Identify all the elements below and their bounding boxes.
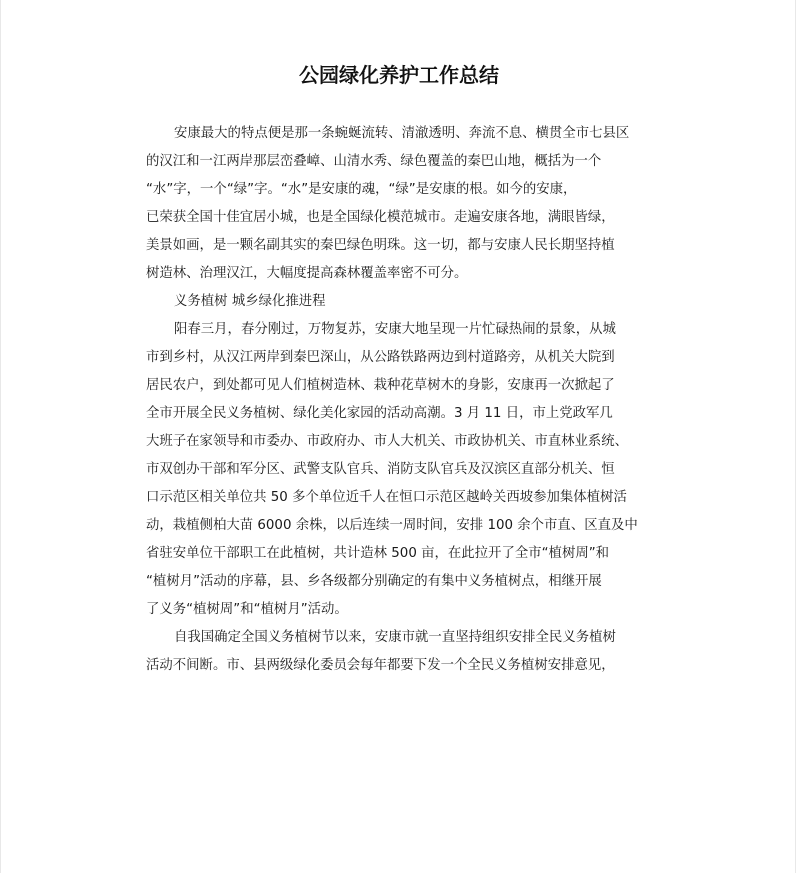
body-line: 全市开展全民义务植树、绿化美化家园的活动高潮。3 月 11 日，市上党政军几 xyxy=(146,406,613,421)
body-line: 动，栽植侧柏大苗 6000 余株，以后连续一周时间，安排 100 余个市直、区直及中 xyxy=(146,518,638,533)
body-line: 安康最大的特点便是那一条蜿蜒流转、清澈透明、奔流不息、横贯全市七县区 xyxy=(174,126,630,141)
body-line: 居民农户，到处都可见人们植树造林、栽种花草树木的身影，安康再一次掀起了 xyxy=(146,378,615,393)
body-line: 口示范区相关单位共 50 多个单位近千人在恒口示范区越岭关西坡参加集体植树活 xyxy=(146,490,627,505)
body-line: 大班子在家领导和市委办、市政府办、市人大机关、市政协机关、市直林业系统、 xyxy=(146,434,629,449)
body-line: 活动不间断。市、县两级绿化委员会每年都要下发一个全民义务植树安排意见， xyxy=(146,658,615,673)
body-line: “水”字，一个“绿”字。“水”是安康的魂，“绿”是安康的根。如今的安康， xyxy=(146,182,577,197)
body-line: 义务植树 城乡绿化推进程 xyxy=(174,294,326,309)
document-body xyxy=(146,120,676,680)
body-line: 的汉江和一江两岸那层峦叠嶂、山清水秀、绿色覆盖的秦巴山地，概括为一个 xyxy=(146,154,602,169)
body-line: 了义务“植树周”和“植树月”活动。 xyxy=(146,602,348,617)
body-line: 已荣获全国十佳宜居小城，也是全国绿化模范城市。走遍安康各地，满眼皆绿， xyxy=(146,210,615,225)
body-line: 阳春三月，春分刚过，万物复苏，安康大地呈现一片忙碌热闹的景象，从城 xyxy=(174,322,616,337)
body-line: 市双创办干部和军分区、武警支队官兵、消防支队官兵及汉滨区直部分机关、恒 xyxy=(146,462,615,477)
body-line: 省驻安单位干部职工在此植树，共计造林 500 亩，在此拉开了全市“植树周”和 xyxy=(146,546,610,561)
document-title: 公园绿化养护工作总结 xyxy=(299,63,499,87)
body-line: 自我国确定全国义务植树节以来，安康市就一直坚持组织安排全民义务植树 xyxy=(174,630,616,645)
body-line: 市到乡村，从汉江两岸到秦巴深山，从公路铁路两边到村道路旁，从机关大院到 xyxy=(146,350,615,365)
body-line: 美景如画，是一颗名副其实的秦巴绿色明珠。这一切，都与安康人民长期坚持植 xyxy=(146,238,615,253)
body-line: 树造林、治理汉江，大幅度提高森林覆盖率密不可分。 xyxy=(146,266,468,281)
body-line: “植树月”活动的序幕，县、乡各级都分别确定的有集中义务植树点，相继开展 xyxy=(146,574,602,589)
